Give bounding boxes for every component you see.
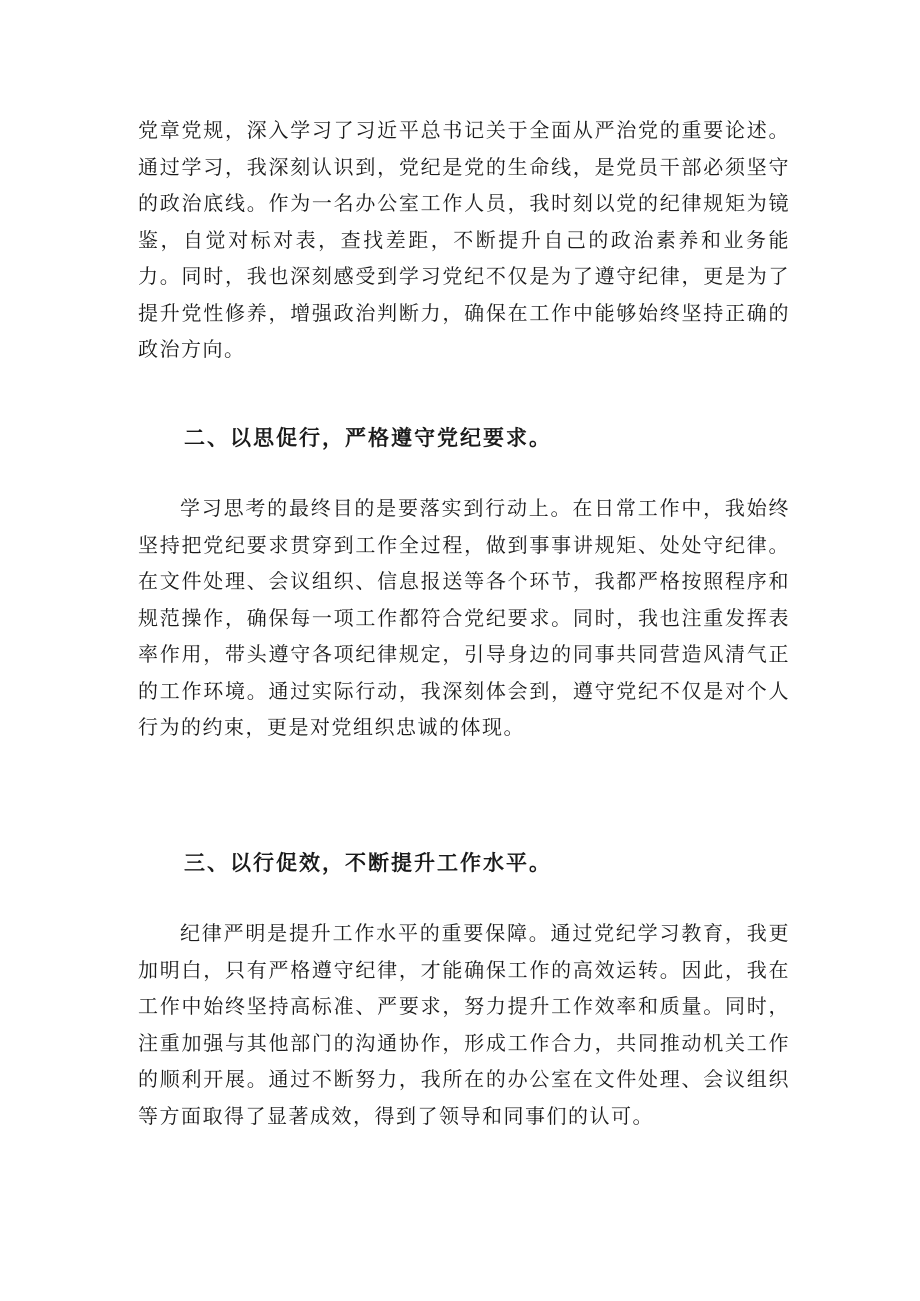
paragraph-section-2: 学习思考的最终目的是要落实到行动上。在日常工作中，我始终坚持把党纪要求贯穿到工作全过程，做到事事讲规矩、处处守纪律。在文件处理、会议组织、信息报送等各个环节，我都严格按照程序和规范操作，确保每一项工作都符合党纪要求。同时，我也注重发挥表率作用，带头遵守各项纪律规定，引导身边的同事共同营造风清气正的工作环境。通过实际行动，我深刻体会到，遵守党纪不仅是对个人行为的约束，更是对党组织忠诚的体现。 (138, 496, 790, 739)
section-heading-2: 二、以思促行，严格遵守党纪要求。 (184, 425, 552, 450)
paragraph-intro: 党章党规，深入学习了习近平总书记关于全面从严治党的重要论述。通过学习，我深刻认识到，党纪是党的生命线，是党员干部必须坚守的政治底线。作为一名办公室工作人员，我时刻以党的纪律规矩为镜鉴，自觉对标对表，查找差距，不断提升自己的政治素养和业务能力。同时，我也深刻感受到学习党纪不仅是为了遵守纪律，更是为了提升党性修养，增强政治判断力，确保在工作中能够始终坚持正确的政治方向。 (138, 118, 790, 361)
paragraph-section-3: 纪律严明是提升工作水平的重要保障。通过党纪学习教育，我更加明白，只有严格遵守纪律，才能确保工作的高效运转。因此，我在工作中始终坚持高标准、严要求，努力提升工作效率和质量。同时，注重加强与其他部门的沟通协作，形成工作合力，共同推动机关工作的顺利开展。通过不断努力，我所在的办公室在文件处理、会议组织等方面取得了显著成效，得到了领导和同事们的认可。 (138, 921, 790, 1128)
section-heading-3: 三、以行促效，不断提升工作水平。 (184, 850, 552, 875)
